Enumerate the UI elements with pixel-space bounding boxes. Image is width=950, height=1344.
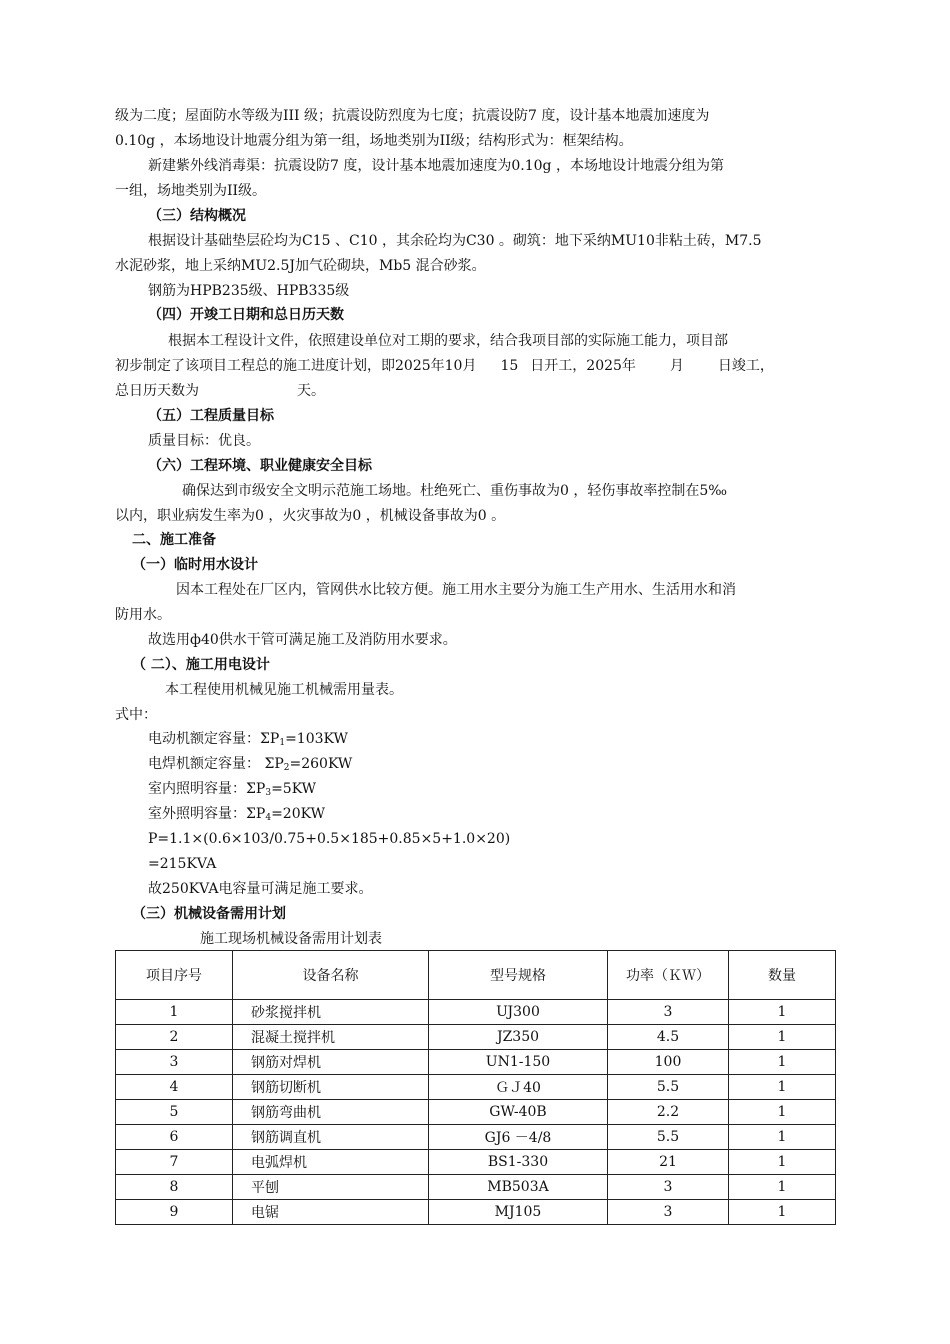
cell-qty: 1 [729, 1150, 836, 1175]
col-header-model: 型号规格 [429, 951, 608, 1000]
cell-qty: 1 [729, 1075, 836, 1100]
subscript: 2 [283, 763, 290, 773]
cell-index: 4 [116, 1075, 233, 1100]
table-row [116, 1125, 836, 1150]
heading-section-2: 二、施工准备 [132, 532, 216, 548]
subscript: 4 [265, 813, 272, 823]
para-line [115, 381, 325, 401]
cell-power: 100 [608, 1050, 729, 1075]
text-run: =103KW [285, 731, 348, 747]
para-line: 根据本工程设计文件，依照建设单位对工期的要求，结合我项目部的实际施工能力，项目部 [168, 333, 728, 349]
text-run: 总日历天数为 [115, 383, 199, 399]
text-run: 日竣工， [717, 358, 774, 374]
cell-power: 3 [608, 1000, 729, 1025]
para-line: 级为二度；屋面防水等级为III 级；抗震设防烈度为七度；抗震设防7 度，设计基本地震加速度为 [115, 108, 710, 124]
heading-schedule: （四）开竣工日期和总日历天数 [148, 307, 344, 323]
cell-index: 3 [116, 1050, 233, 1075]
text-run: 电动机额定容量：ΣP [148, 731, 280, 747]
table-row [116, 1050, 836, 1075]
cell-model: ＧＪ40 [429, 1075, 608, 1100]
cell-name: 钢筋对焊机 [233, 1050, 429, 1075]
cell-power: 5.5 [608, 1125, 729, 1150]
cell-name: 砂浆搅拌机 [233, 1000, 429, 1025]
para-line: 一组，场地类别为II级。 [115, 183, 267, 199]
cell-index: 2 [116, 1025, 233, 1050]
heading-structure: （三）结构概况 [148, 208, 246, 224]
cell-index: 9 [116, 1200, 233, 1225]
text-run: =260KW [289, 756, 353, 772]
cell-model: MJ105 [429, 1200, 608, 1225]
cell-index: 1 [116, 1000, 233, 1025]
para-line: 质量目标：优良。 [148, 433, 260, 449]
table-row [116, 1000, 836, 1025]
para-line: 故选用ф40供水干管可满足施工及消防用水要求。 [148, 632, 457, 648]
cell-name: 钢筋调直机 [233, 1125, 429, 1150]
heading-machinery: （三）机械设备需用计划 [132, 906, 286, 922]
cell-index: 8 [116, 1175, 233, 1200]
text-run: =20KW [271, 806, 325, 822]
para-line: 钢筋为HPB235级、HPB335级 [148, 283, 350, 299]
text-run: =5KW [271, 781, 317, 797]
table-row [116, 1175, 836, 1200]
table-row [116, 1200, 836, 1225]
heading-water: （一）临时用水设计 [132, 557, 258, 573]
cell-power: 3 [608, 1200, 729, 1225]
col-header-index: 项目序号 [116, 951, 233, 1000]
col-header-name: 设备名称 [233, 951, 429, 1000]
table-caption: 施工现场机械设备需用计划表 [200, 931, 382, 947]
cell-model: UJ300 [429, 1000, 608, 1025]
cell-power: 4.5 [608, 1025, 729, 1050]
para-line: 0.10g ，本场地设计地震分组为第一组，场地类别为II级；结构形式为：框架结构。 [115, 133, 633, 149]
cell-power: 2.2 [608, 1100, 729, 1125]
formula-outdoor-light [148, 804, 325, 828]
formula-total: P=1.1×(0.6×103/0.75+0.5×185+0.85×5+1.0×20) [148, 831, 511, 847]
cell-model: MB503A [429, 1175, 608, 1200]
text-run: 初步制定了该项目工程总的施工进度计划，即2025年10月 [115, 358, 477, 374]
table-header-row [116, 951, 836, 1000]
cell-model: UN1-150 [429, 1050, 608, 1075]
para-line: 水泥砂浆，地上采纳MU2.5J加气砼砌块，Mb5 混合砂浆。 [115, 258, 486, 274]
heading-safety: （六）工程环境、职业健康安全目标 [148, 458, 372, 474]
para-line: 根据设计基础垫层砼均为C15 、C10 ，其余砼均为C30 。砌筑：地下采纳MU10非粘土砖，M7.5 [148, 233, 762, 249]
para-line: 式中： [115, 707, 157, 723]
cell-name: 钢筋弯曲机 [233, 1100, 429, 1125]
cell-power: 3 [608, 1175, 729, 1200]
table-row [116, 1075, 836, 1100]
subscript: 1 [279, 738, 286, 748]
para-line: 新建紫外线消毒渠：抗震设防7 度，设计基本地震加速度为0.10g ，本场地设计地震分组为第 [148, 158, 724, 174]
text-run: 室外照明容量：ΣP [148, 806, 266, 822]
cell-index: 5 [116, 1100, 233, 1125]
para-line: 以内，职业病发生率为0 ，火灾事故为0 ，机械设备事故为0 。 [115, 508, 506, 524]
table-row [116, 1150, 836, 1175]
equipment-table [115, 950, 836, 1225]
cell-qty: 1 [729, 1200, 836, 1225]
cell-model: BS1-330 [429, 1150, 608, 1175]
cell-name: 电弧焊机 [233, 1150, 429, 1175]
cell-qty: 1 [729, 1125, 836, 1150]
cell-qty: 1 [729, 1100, 836, 1125]
para-line: 确保达到市级安全文明示范施工场地。杜绝死亡、重伤事故为0 ，轻伤事故率控制在5‰ [182, 483, 728, 499]
col-header-power: 功率（ＫＷ） [608, 951, 729, 1000]
cell-name: 平刨 [233, 1175, 429, 1200]
cell-qty: 1 [729, 1025, 836, 1050]
cell-power: 21 [608, 1150, 729, 1175]
text-run: 日开工，2025年 [530, 358, 636, 374]
cell-qty: 1 [729, 1000, 836, 1025]
para-line [115, 356, 774, 376]
table-row [116, 1025, 836, 1050]
text-run: 电焊机额定容量： ΣP [148, 756, 284, 772]
text-run: 天。 [297, 383, 325, 399]
cell-model: GW-40B [429, 1100, 608, 1125]
cell-index: 6 [116, 1125, 233, 1150]
cell-name: 钢筋切断机 [233, 1075, 429, 1100]
heading-quality: （五）工程质量目标 [148, 408, 274, 424]
table-row [116, 1100, 836, 1125]
cell-qty: 1 [729, 1050, 836, 1075]
formula-indoor-light [148, 779, 316, 803]
cell-model: JZ350 [429, 1025, 608, 1050]
subscript: 3 [265, 788, 272, 798]
para-line: 因本工程处在厂区内，管网供水比较方便。施工用水主要分为施工生产用水、生活用水和消 [176, 582, 736, 598]
formula-motor [148, 729, 348, 753]
start-day: 15 [500, 358, 519, 374]
para-line: 防用水。 [115, 607, 171, 623]
para-line: 故250KVA电容量可满足施工要求。 [148, 881, 373, 897]
col-header-qty: 数量 [729, 951, 836, 1000]
cell-model: GJ6 －4/8 [429, 1125, 608, 1150]
cell-power: 5.5 [608, 1075, 729, 1100]
text-run: 月 [669, 358, 684, 374]
para-line: 本工程使用机械见施工机械需用量表。 [165, 682, 403, 698]
cell-name: 混凝土搅拌机 [233, 1025, 429, 1050]
cell-name: 电锯 [233, 1200, 429, 1225]
heading-power: （ 二）、施工用电设计 [132, 657, 270, 673]
cell-qty: 1 [729, 1175, 836, 1200]
formula-result: =215KVA [148, 856, 217, 872]
cell-index: 7 [116, 1150, 233, 1175]
formula-welder [148, 754, 352, 778]
text-run: 室内照明容量：ΣP [148, 781, 266, 797]
